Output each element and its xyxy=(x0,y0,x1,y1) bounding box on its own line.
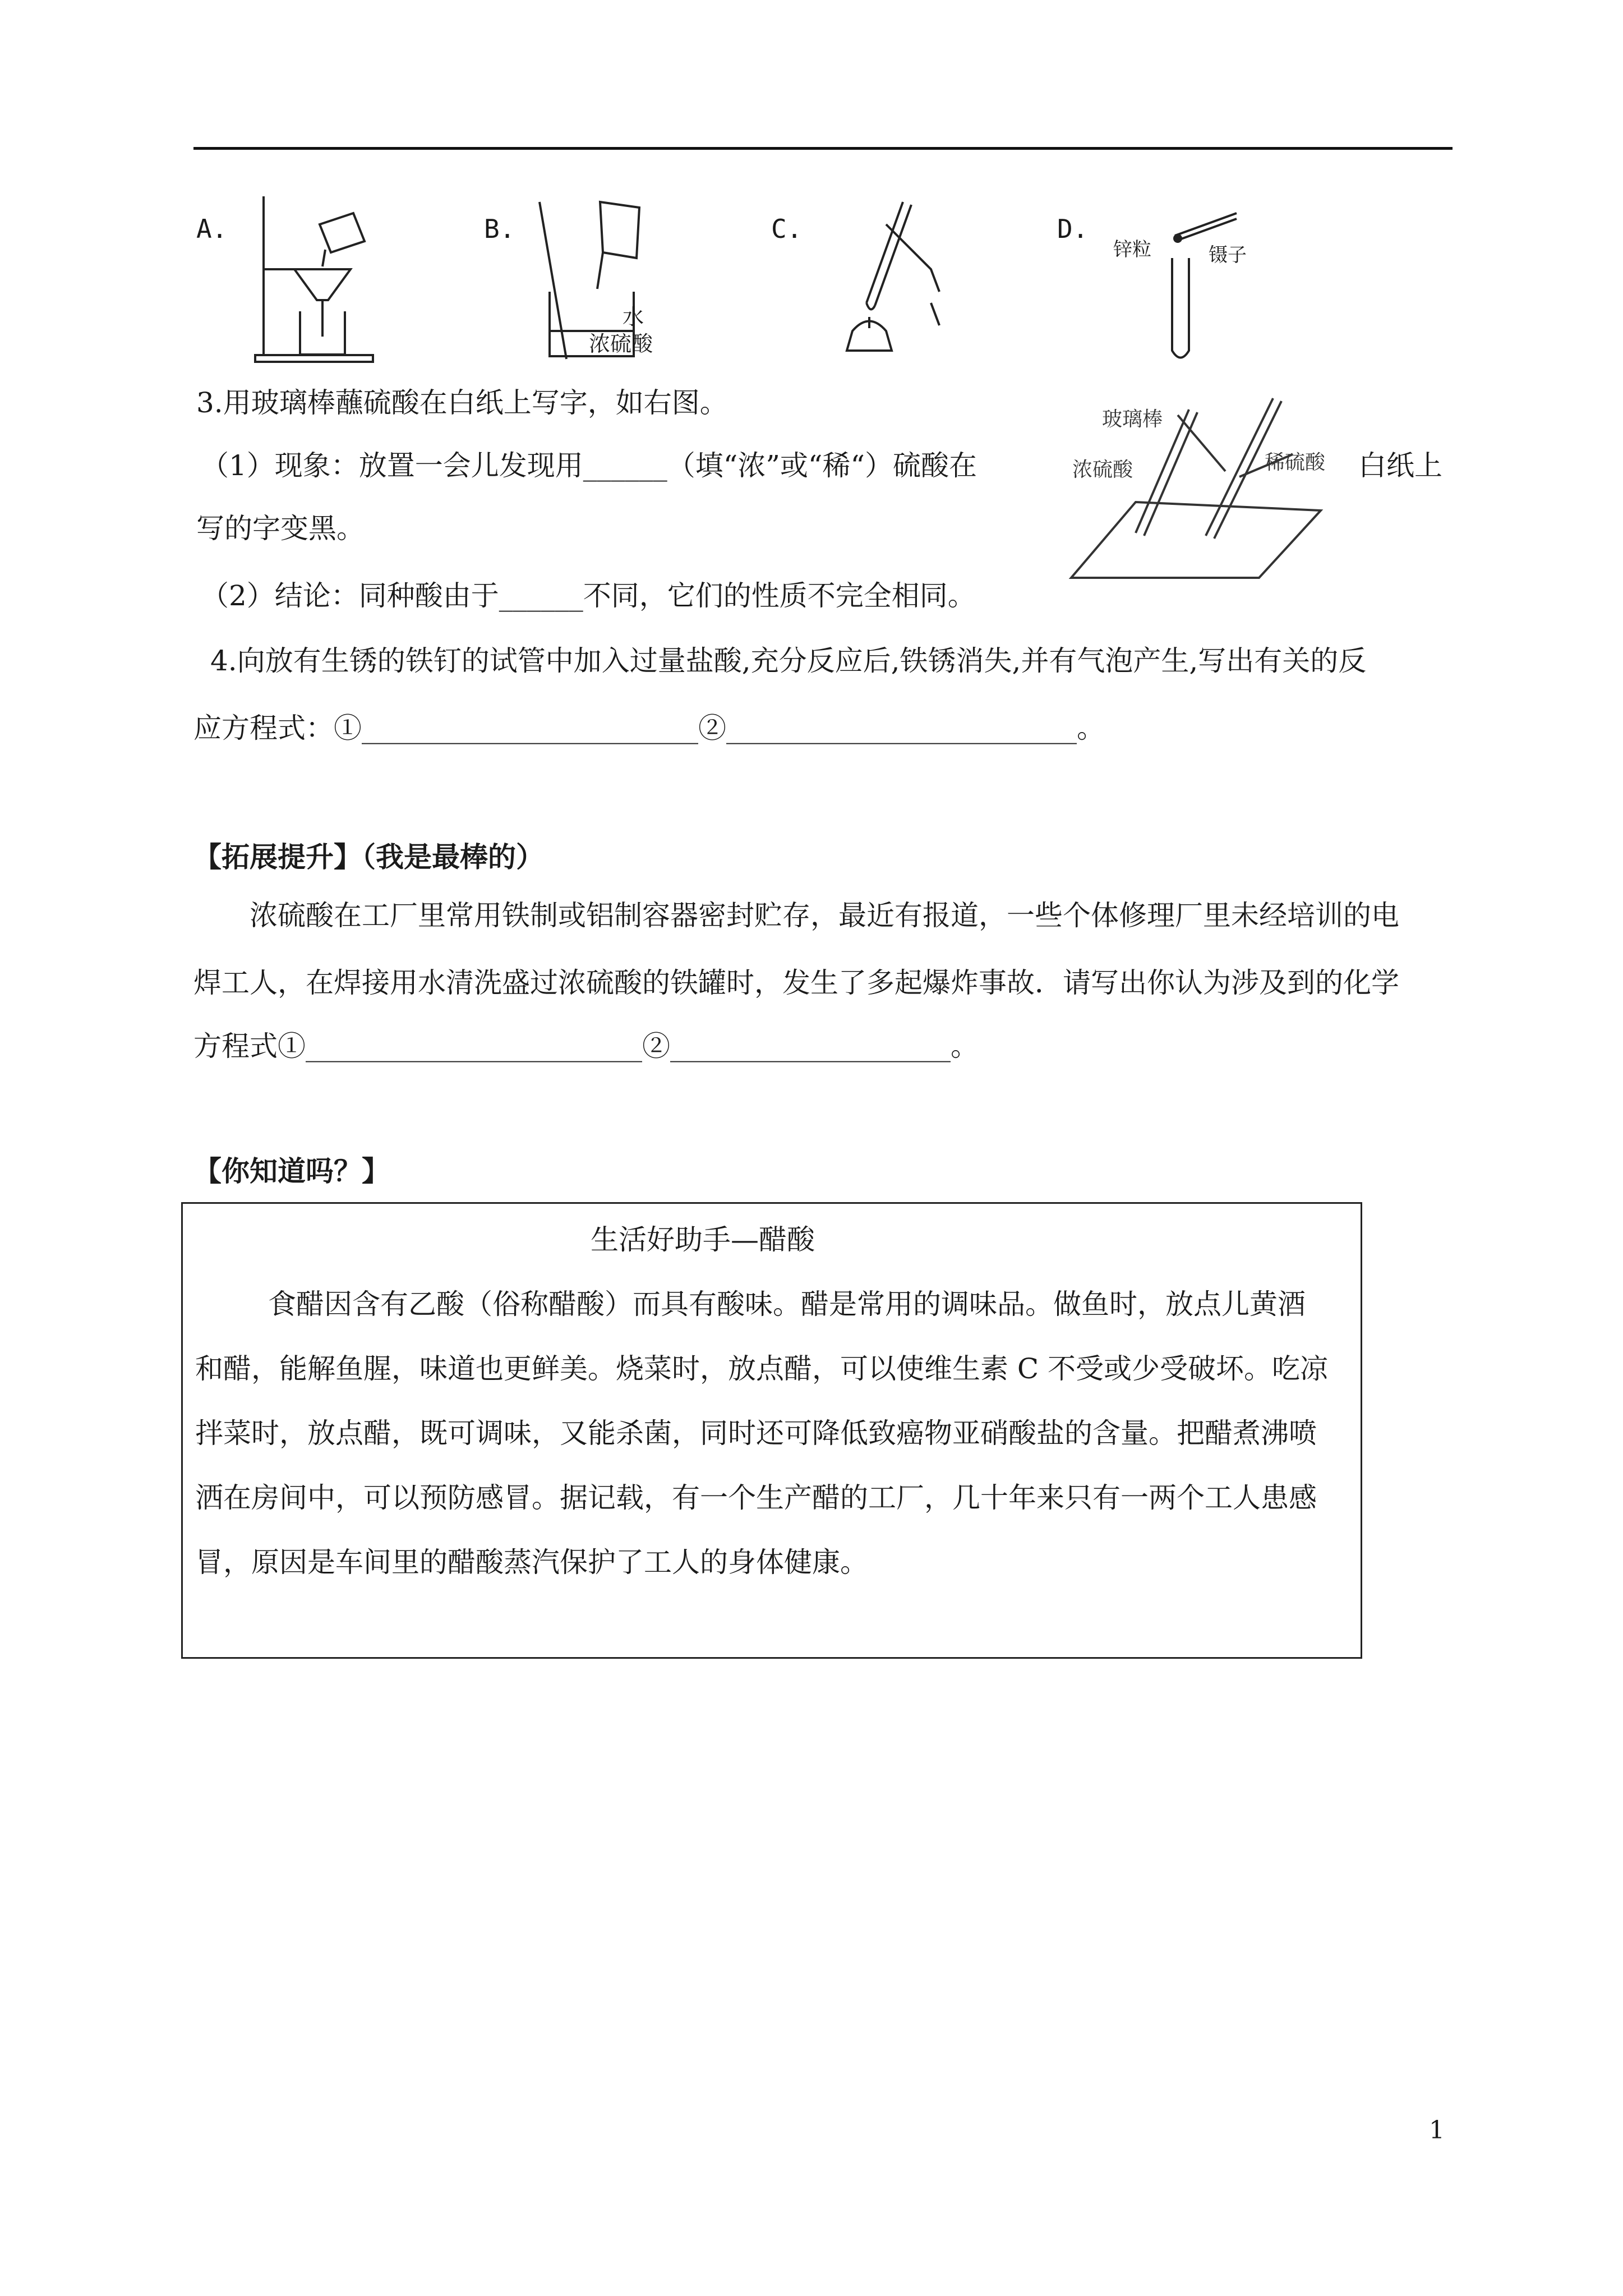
header-rule xyxy=(193,147,1453,150)
q3-part1-c: 写的字变黑。 xyxy=(196,512,365,545)
know-line-4: 洒在房间中，可以预防感冒。据记载，有一个生产醋的工厂，几十年来只有一两个工人患感 xyxy=(195,1481,1317,1514)
q3-part1-b: 白纸上 xyxy=(1358,449,1442,482)
q3-stem: 3.用玻璃棒蘸硫酸在白纸上写字，如右图。 xyxy=(196,386,728,419)
q4-line1: 4.向放有生锈的铁钉的试管中加入过量盐酸,充分反应后,铁锈消失,并有气泡产生,写出有关的反 xyxy=(210,645,1367,677)
q3-conc-label: 浓硫酸 xyxy=(1072,458,1133,481)
know-title: 生活好助手—醋酸 xyxy=(591,1223,815,1256)
option-d-tweezers-label: 镊子 xyxy=(1209,244,1247,266)
extension-line2: 焊工人，在焊接用水清洗盛过浓硫酸的铁罐时，发生了多起爆炸事故．请写出你认为涉及到的化学 xyxy=(193,967,1399,999)
option-c-letter: C. xyxy=(771,214,803,244)
know-line-3: 拌菜时，放点醋，既可调味，又能杀菌，同时还可降低致癌物亚硝酸盐的含量。把醋煮沸喷 xyxy=(195,1417,1317,1450)
option-a-letter: A. xyxy=(196,214,228,244)
know-line-5: 冒，原因是车间里的醋酸蒸汽保护了工人的身体健康。 xyxy=(195,1546,868,1579)
q4-line2: 应方程式：①________________________②_________________________。 xyxy=(193,712,1105,744)
extension-heading xyxy=(193,840,544,874)
extension-line3: 方程式①________________________②____________________。 xyxy=(193,1030,979,1062)
q3-part2: （2）结论：同种酸由于______不同，它们的性质不完全相同。 xyxy=(201,579,976,612)
q3-part1-a: （1）现象：放置一会儿发现用______（填“浓”或“稀“）硫酸在 xyxy=(201,449,978,482)
extension-heading-main: 【拓展提升】 xyxy=(193,840,362,873)
extension-line1: 浓硫酸在工厂里常用铁制或铝制容器密封贮存，最近有报道，一些个体修理厂里未经培训的电 xyxy=(250,899,1399,932)
option-d-figure-zinc-tube xyxy=(1108,196,1276,365)
option-d-letter: D. xyxy=(1057,214,1089,244)
q3-rod-label: 玻璃棒 xyxy=(1102,408,1163,431)
option-b-acid-label: 浓硫酸 xyxy=(589,332,653,356)
option-c-figure-heating-tube xyxy=(819,191,959,365)
know-line-2: 和醋，能解鱼腥，味道也更鲜美。烧菜时，放点醋，可以使维生素 C 不受或少受破坏。吃凉 xyxy=(195,1352,1329,1385)
option-b-water-label: 水 xyxy=(623,305,644,329)
know-heading: 【你知道吗？】 xyxy=(193,1154,390,1188)
option-a-figure-filtration xyxy=(247,191,387,365)
know-line-1: 食醋因含有乙酸（俗称醋酸）而具有酸味。醋是常用的调味品。做鱼时，放点儿黄酒 xyxy=(268,1288,1306,1320)
option-b-letter: B. xyxy=(484,214,515,244)
page-number: 1 xyxy=(1429,2116,1445,2145)
q3-dilute-label: 稀硫酸 xyxy=(1265,451,1326,474)
option-d-zinc-label: 锌粒 xyxy=(1113,238,1151,261)
extension-heading-sub: （我是最棒的） xyxy=(362,840,544,873)
